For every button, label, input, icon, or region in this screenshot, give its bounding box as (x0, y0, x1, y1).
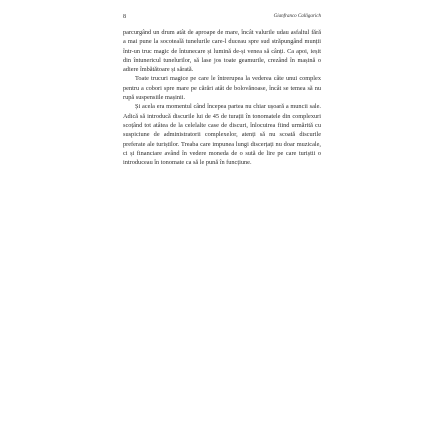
page-number: 8 (123, 14, 126, 20)
body-text (123, 28, 321, 438)
page-header (123, 13, 321, 25)
paragraph-1: parcurgând un drum atât de aproape de mare, încât valurile udau asfaltul fără a mai pune la socoteală tunelurile care-l duceau spre sud străpungând munții într-un truc magic de întunecare și lumină de-și venea să cânți. Ca apoi, ieșit din întunericul tunelurilor, să lase jos toate geamurile, crezând în mașină o adiere îmbătătoare și sărată. (123, 29, 321, 74)
running-head-author: Gianfranco Calligarich (273, 14, 321, 19)
paragraph-2: Toate trucuri magice pe care le întrerupea la vederea câte unui complex pentru a cobori spre mare pe cărări atât de bolovănoase, încât se temea să nu rupă suspensiile mașinii. (123, 75, 321, 102)
paragraph-3: Și acela era momentul când începea partea nu chiar ușoară a muncii sale. Adică să introducă discurile lui de 45 de turații în tonomatele din complexuri scoțând tot atâtea de la celelalte case de discuri, înlocuirea fiind urmărită cu suspiciune de administratorii complexelor, atenți să nu scoată discurile preferate ale turiștilor. Treaba care impunea lungi discerțați nu doar muzicale, ci și financiare având în vedere moneda de o sută de lire pe care turiștii o introduceau în tonomate ca să le pună în funcțiune. (123, 103, 321, 167)
